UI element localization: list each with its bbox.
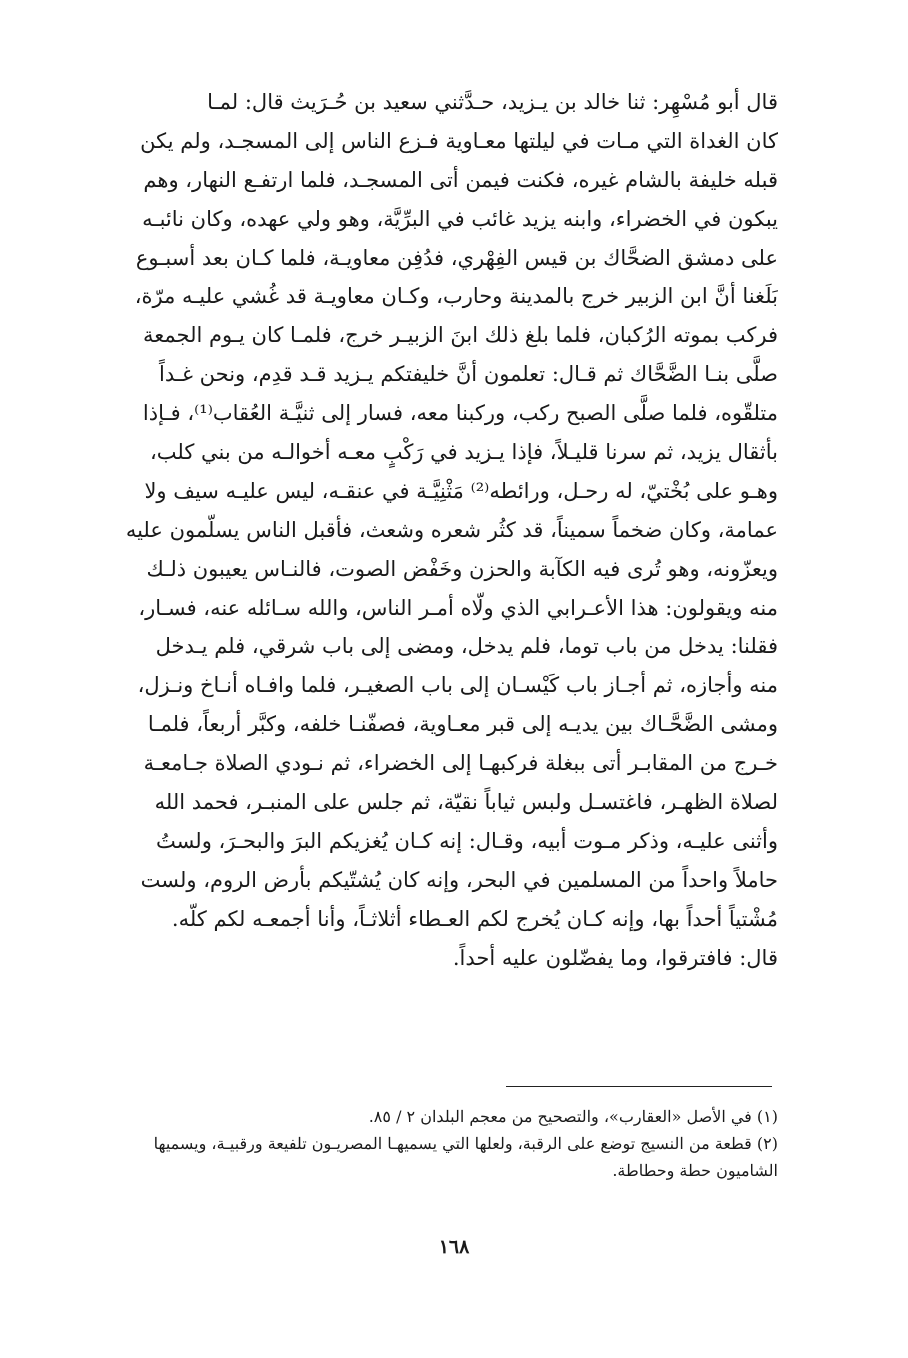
text-line-5: على دمشق الضحَّاك بن قيس الفِهْري، فدُفِن معاويـة، فلما كـان بعد أسبـوع — [135, 245, 778, 270]
main-text-block — [72, 83, 778, 977]
text-line-13: ويعزّونه، وهو تُرى فيه الكآبة والحزن وخَفْض الصوت، فالنـاس يعيبون ذلـك — [146, 556, 778, 581]
text-line-8: صلَّى بنـا الضَّحَّاك ثم قـال: تعلمون أنَّ خليفتكم يـزيد قـد قدِم، ونحن غـداً — [159, 362, 778, 387]
text-line-18: خـرج من المقابـر أتى ببغلة فركبهـا إلى الخضراء، ثم نـودي الصلاة جـامعـة — [143, 751, 778, 776]
text-line-12: عمامة، وكان ضخماً سميناً، قد كثُر شعره وشعث، فأقبل الناس يسلّمون عليه — [125, 517, 778, 542]
text-line-4: يبكون في الخضراء، وابنه يزيد غائب في البرِّيَّة، وهو ولي عهده، وكان نائبـه — [142, 206, 778, 231]
text-line-2: كان الغداة التي مـات في ليلتها معـاوية فـزع الناس إلى المسجـد، ولم يكن — [140, 128, 778, 153]
text-line-6: بَلَغنا أنَّ ابن الزبير خرج بالمدينة وحارب، وكـان معاويـة قد غُشي عليـه مرّة، — [134, 284, 778, 309]
footnote-1: (١) في الأصل «العقارب»، والتصحيح من معجم البلدان ٢ / ٨٥. — [368, 1107, 778, 1126]
text-line-19: لصلاة الظهـر، فاغتسـل ولبس ثياباً نقيّة، ثم جلس على المنبـر، فحمد الله — [154, 790, 778, 815]
text-line-1: قال أبو مُسْهِر: ثنا خالد بن يـزيد، حـدَّثني سعيد بن حُـرَيث قال: لمـا — [207, 90, 778, 114]
text-line-9: متلقّوه، فلما صلَّى الصبح ركب، وركبنا معه، فسار إلى ثنيَّـة العُقاب⁽¹⁾، فـإذا — [142, 401, 778, 426]
text-line-7: فركب بموته الرُكبان، فلما بلغ ذلك ابنَ الزبيـر خرج، فلمـا كان يـوم الجمعة — [143, 323, 778, 348]
page-number: ١٦٨ — [438, 1236, 470, 1258]
text-line-10: بأثقال يزيد، ثم سرنا قليـلاً، فإذا يـزيد في رَكْبٍ معـه أخوالـه من بني كلب، — [149, 440, 778, 465]
text-line-16: منه وأجازه، ثم أجـاز باب كَيْسـان إلى باب الصغيـر، فلما وافـاه أنـاخ ونـزل، — [137, 673, 778, 698]
footnote-separator — [506, 1086, 772, 1087]
text-line-15: فقلنا: يدخل من باب توما، فلم يدخل، ومضى إلى باب شرقي، فلم يـدخل — [155, 634, 778, 659]
text-line-21: حاملاً واحداً من المسلمين في البحر، وإنه كان يُشتّيكم بأرض الروم، ولست — [140, 867, 778, 892]
footnote-2: (٢) قطعة من النسيج توضع على الرقبة، ولعلها التي يسميهـا المصريـون تلفيعة ورقبيـة، ويسميها — [153, 1134, 778, 1153]
text-line-11: وهـو على بُخْتيّ، له رحـل، ورائطه⁽²⁾ مَثْنِيَّـة في عنقـه، ليس عليـه سيف ولا — [144, 478, 778, 503]
text-line-23: قال: فافترقوا، وما يفضّلون عليه أحداً. — [452, 945, 778, 970]
footnotes-block — [72, 1104, 778, 1185]
text-line-22: مُشْتياً أحداً بها، وإنه كـان يُخرج لكم العـطاء أثلاثـاً، وأنا أجمعـه لكم كلّه. — [171, 906, 778, 931]
footnote-2-continued: الشاميون حطة وحطاطة. — [612, 1161, 778, 1180]
text-line-14: منه ويقولون: هذا الأعـرابي الذي ولّاه أمـر الناس، والله سـائله عنه، فسـار، — [138, 595, 778, 620]
text-line-20: وأثنى عليـه، وذكر مـوت أبيه، وقـال: إنه كـان يُغزيكم البرَ والبحـرَ، ولستُ — [155, 828, 778, 853]
text-line-17: ومشى الضَّحَّـاك بين يديـه إلى قبر معـاوية، فصفّنـا خلفه، وكبَّر أربعاً، فلمـا — [147, 712, 778, 737]
text-line-3: قبله خليفة بالشام غيره، فكنت فيمن أتى المسجـد، فلما ارتفـع النهار، وهم — [143, 167, 778, 192]
